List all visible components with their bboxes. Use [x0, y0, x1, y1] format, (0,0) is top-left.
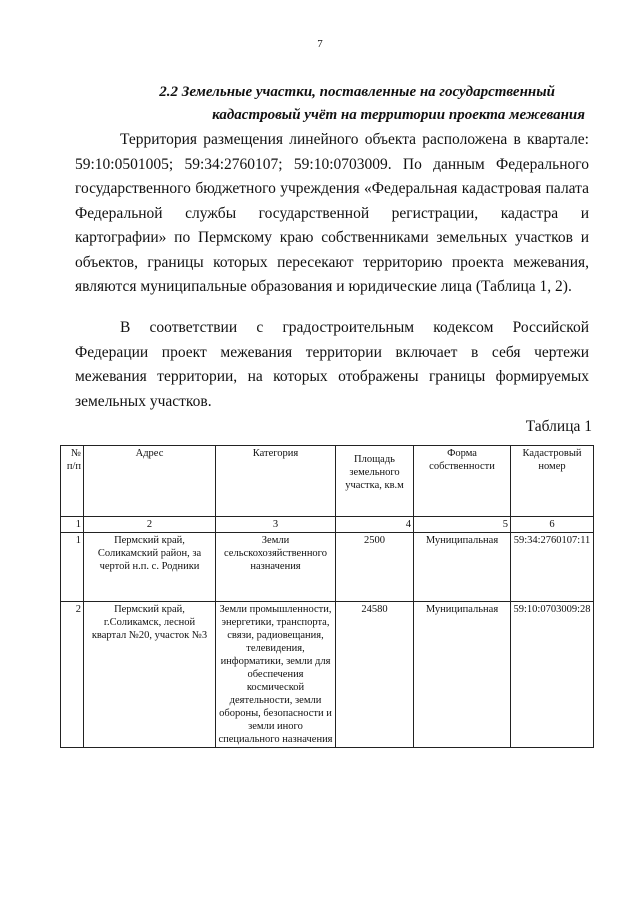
row-area: 24580: [336, 602, 414, 748]
header-ownership: Форма собственности: [414, 446, 511, 517]
header-category: Категория: [216, 446, 336, 517]
row-area: 2500: [336, 533, 414, 602]
column-number: 3: [216, 517, 336, 533]
page-number: 7: [317, 38, 323, 50]
paragraph-code: В соответствии с градостроительным кодексом Российской Федерации проект межевания территории включает в себя чертежи межевания территории, на которых отображены границы формируемых земельных участков.: [75, 319, 589, 410]
section-heading-line1: 2.2 Земельные участки, поставленные на государственный: [159, 84, 555, 100]
row-ownership: Муниципальная: [414, 533, 511, 602]
row-num: 1: [61, 533, 84, 602]
column-numbers-row: [61, 517, 594, 533]
row-num: 2: [61, 602, 84, 748]
table-row: [61, 533, 594, 602]
section-heading-line2: кадастровый учёт на территории проекта межевания: [212, 107, 585, 123]
table-caption: Таблица 1: [525, 418, 592, 435]
table-header-row: [61, 446, 594, 517]
row-address: Пермский край, г.Соликамск, лесной квартал №20, участок №3: [84, 602, 216, 748]
row-cadastral: 59:10:0703009:28: [511, 602, 594, 748]
header-num: № п/п: [61, 446, 84, 517]
column-number: 5: [414, 517, 511, 533]
header-area: [336, 446, 414, 517]
header-address: Адрес: [84, 446, 216, 517]
table-row: [61, 602, 594, 748]
column-number: 2: [84, 517, 216, 533]
header-cadastral: Кадастровый номер: [511, 446, 594, 517]
row-category: Земли промышленности, энергетики, транспорта, связи, радиовещания, телевидения, информатики, земли для обеспечения космической деятельности, земли обороны, безопасности и земли иного специального назначения: [216, 602, 336, 748]
column-number: 1: [61, 517, 84, 533]
row-cadastral: 59:34:2760107:11: [511, 533, 594, 602]
row-ownership: Муниципальная: [414, 602, 511, 748]
paragraph-territory: Территория размещения линейного объекта расположена в квартале: 59:10:0501005; 59:34:2760107; 59:10:0703009. По данным Федерального государственного бюджетного учреждения «Федеральная кадастровая палата Федеральной службы государственной регистрации, кадастра и картографии» по Пермскому краю собственниками земельных участков и объектов, границы которых пересекают территорию проекта межевания, являются муниципальные образования и юридические лица (Таблица 1, 2).: [75, 131, 589, 295]
header-area-text: Площадь земельного участка, кв.м: [345, 454, 404, 491]
row-address: Пермский край, Соликамский район, за чертой н.п. с. Родники: [84, 533, 216, 602]
land-plots-table: [60, 445, 594, 748]
column-number: 6: [511, 517, 594, 533]
column-number: 4: [336, 517, 414, 533]
row-category: Земли сельскохозяйственного назначения: [216, 533, 336, 602]
